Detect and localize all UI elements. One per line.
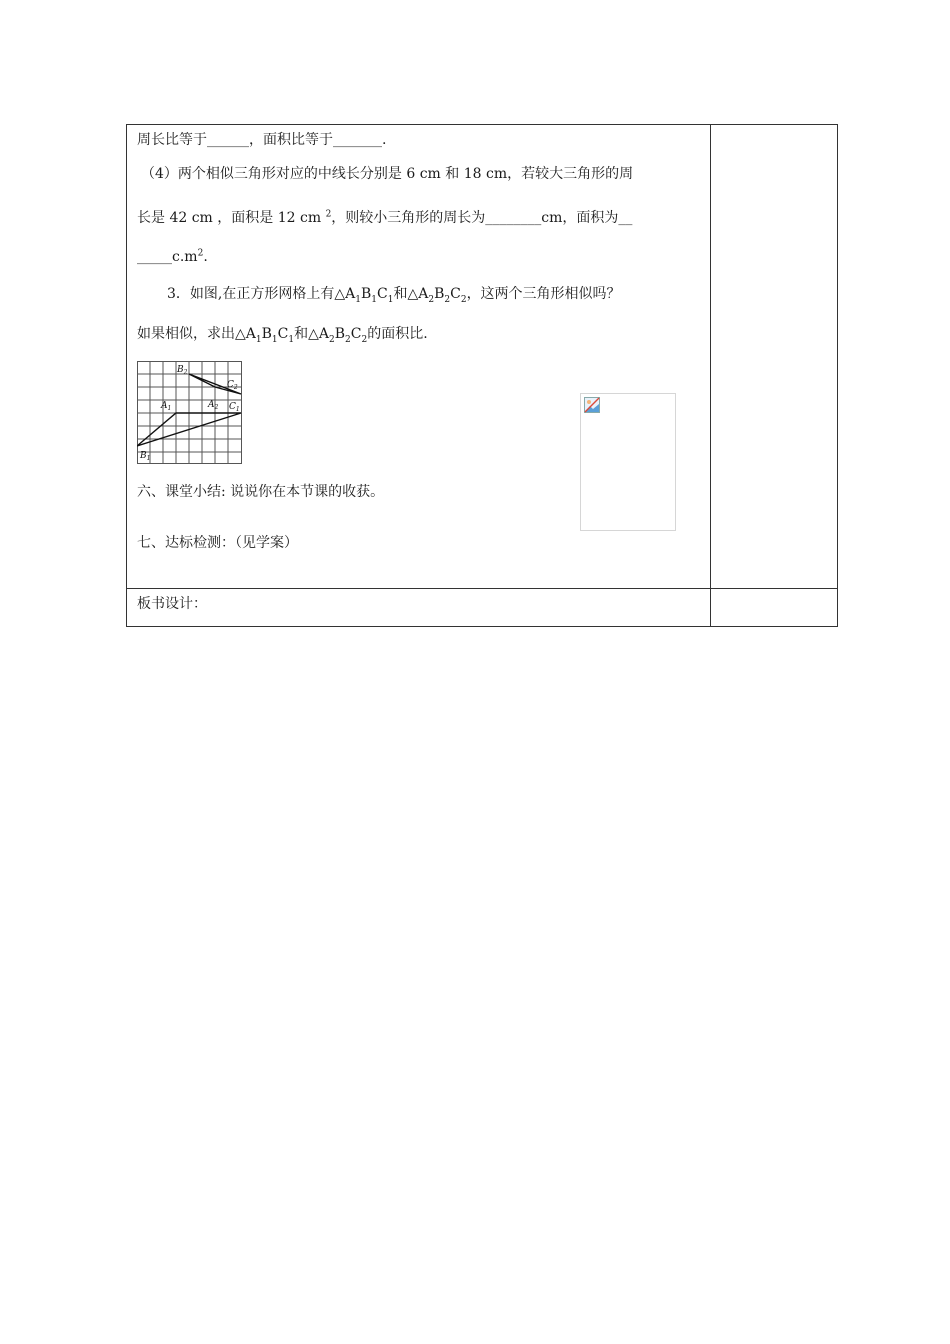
label-a1: $A_1$ xyxy=(161,401,172,412)
broken-image-placeholder xyxy=(580,393,676,531)
question-4-line-3: $\_\_\_\_\_c.m^2$. xyxy=(137,248,208,265)
question-3-line-2: 如果相似，求出$\triangle A_1B_1C_1$和$\triangle A_2B_2C_2$的面积比. xyxy=(137,326,428,345)
question-4-line-1: （4）两个相似三角形对应的中线长分别是 6 cm 和 18 cm，若较大三角形的周 xyxy=(141,166,634,182)
table-row-divider xyxy=(127,588,837,589)
lesson-table xyxy=(126,124,838,627)
square-grid-figure xyxy=(137,361,243,465)
label-b2: $B_2$ xyxy=(177,365,188,376)
section-6-summary: 六、课堂小结: 说说你在本节课的收获。 xyxy=(137,484,385,500)
label-b1: $B_1$ xyxy=(140,451,151,462)
line-ratio-blanks: 周长比等于______，面积比等于_______. xyxy=(137,132,387,148)
label-a2: $A_2$ xyxy=(208,400,219,411)
label-c1: $C_1$ xyxy=(229,402,240,413)
broken-image-icon xyxy=(584,397,600,413)
table-column-divider xyxy=(710,125,711,626)
section-7-assessment: 七、达标检测：（见学案） xyxy=(137,535,298,551)
question-4-line-2: 长是 42 cm ，面积是 12 cm $^2$，则较小三角形的周长为________cm，面积为__ xyxy=(137,209,633,226)
question-3-line-1: 3．如图,在正方形网格上有$\triangle A_1B_1C_1$和$\triangle A_2B_2C_2$，这两个三角形相似吗？ xyxy=(167,286,621,305)
label-c2: $C_2$ xyxy=(227,380,238,391)
board-design-label: 板书设计： xyxy=(137,596,207,612)
